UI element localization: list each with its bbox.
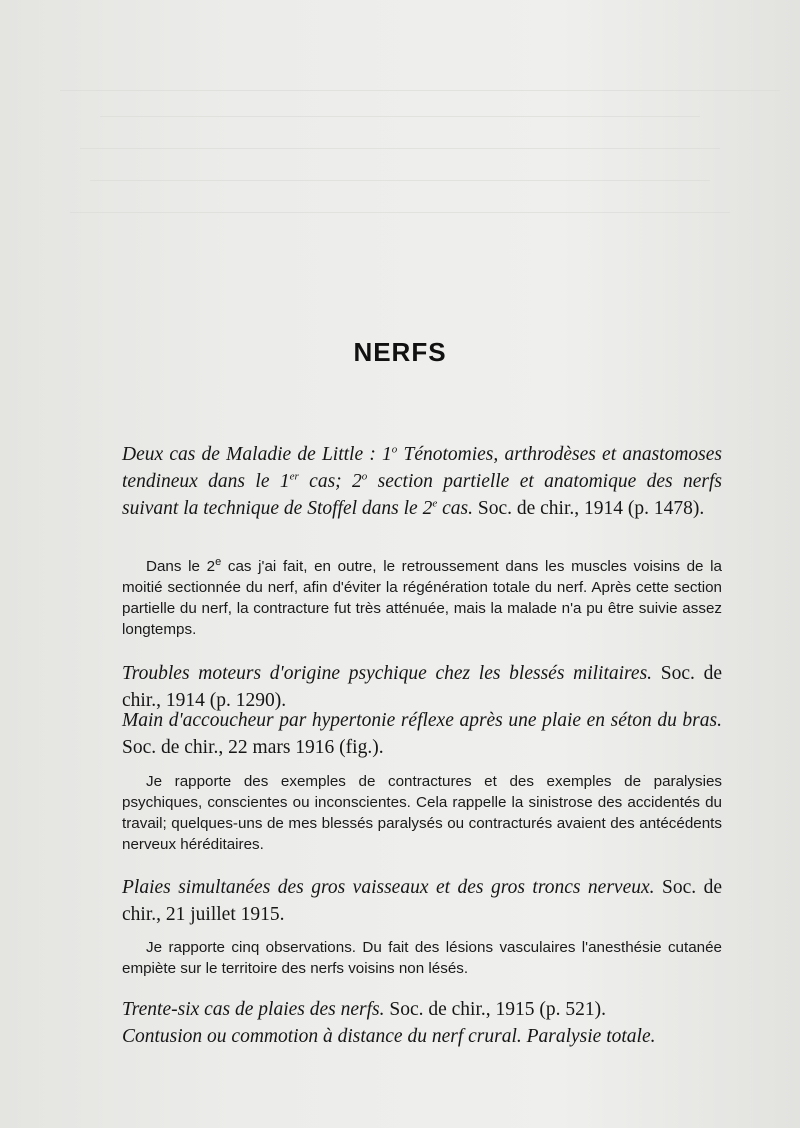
section-heading: NERFS [353, 337, 447, 367]
entry-title: Trente-six cas de plaies des nerfs. [122, 999, 385, 1020]
entry-reference: Soc. de chir., 1914 (p. 1478). [472, 498, 705, 519]
entry-title: Contusion ou commotion à distance du nerf crural. Paralysie totale. [122, 1026, 656, 1047]
entry-title: Deux cas de Maladie de Little : 1$^o$ Ténotomies, arthrodèses et anastomoses tendineux dans le 1er cas; 2$^o$ section partielle et anatomique des nerfs suivant la technique de Stoffel dans le 2e cas. [122, 443, 722, 519]
bleed-through-texture [60, 90, 780, 244]
entry-reference: Soc. de chir., 21 juillet 1915. [122, 877, 723, 925]
entry-note: Je rapporte des exemples de contractures et des exemples de paralysies psychiques, conscientes ou inconscientes. Cela rappelle la sinistrose des accidentés du travail; quelques-uns de mes blessés paralysés ou contracturés avaient des antécédents nerveux héréditaires. [122, 773, 722, 853]
entry-reference: Soc. de chir., 1915 (p. 521). [384, 999, 607, 1020]
bibliography-entry [122, 441, 722, 522]
bibliography-entry [122, 707, 722, 761]
bibliography-entry [122, 660, 722, 714]
entry-title: Plaies simultanées des gros vaisseaux et des gros troncs nerveux. [122, 877, 655, 898]
bibliography-entry [122, 996, 722, 1023]
bibliography-entry [122, 1023, 722, 1050]
entry-title: Main d'accoucheur par hypertonie réflexe après une plaie en séton du bras. [122, 710, 722, 731]
entry-reference: Soc. de chir., 22 mars 1916 (fig.). [122, 737, 384, 758]
entry-reference: Soc. de chir., 1914 (p. 1290). [122, 663, 723, 711]
entry-note: Dans le 2e cas j'ai fait, en outre, le retroussement dans les muscles voisins de la moitié sectionnée du nerf, afin d'éviter la régénération totale du nerf. Après cette section partielle du nerf, la contracture fut très atténuée, mais la malade n'a pu être suivie assez longtemps. [122, 555, 722, 638]
entry-title: Troubles moteurs d'origine psychique chez les blessés militaires. [122, 663, 653, 684]
entry-note: Je rapporte cinq observations. Du fait des lésions vasculaires l'anesthésie cutanée empiète sur le territoire des nerfs voisins non lésés. [122, 939, 722, 977]
bibliography-entry [122, 874, 722, 928]
